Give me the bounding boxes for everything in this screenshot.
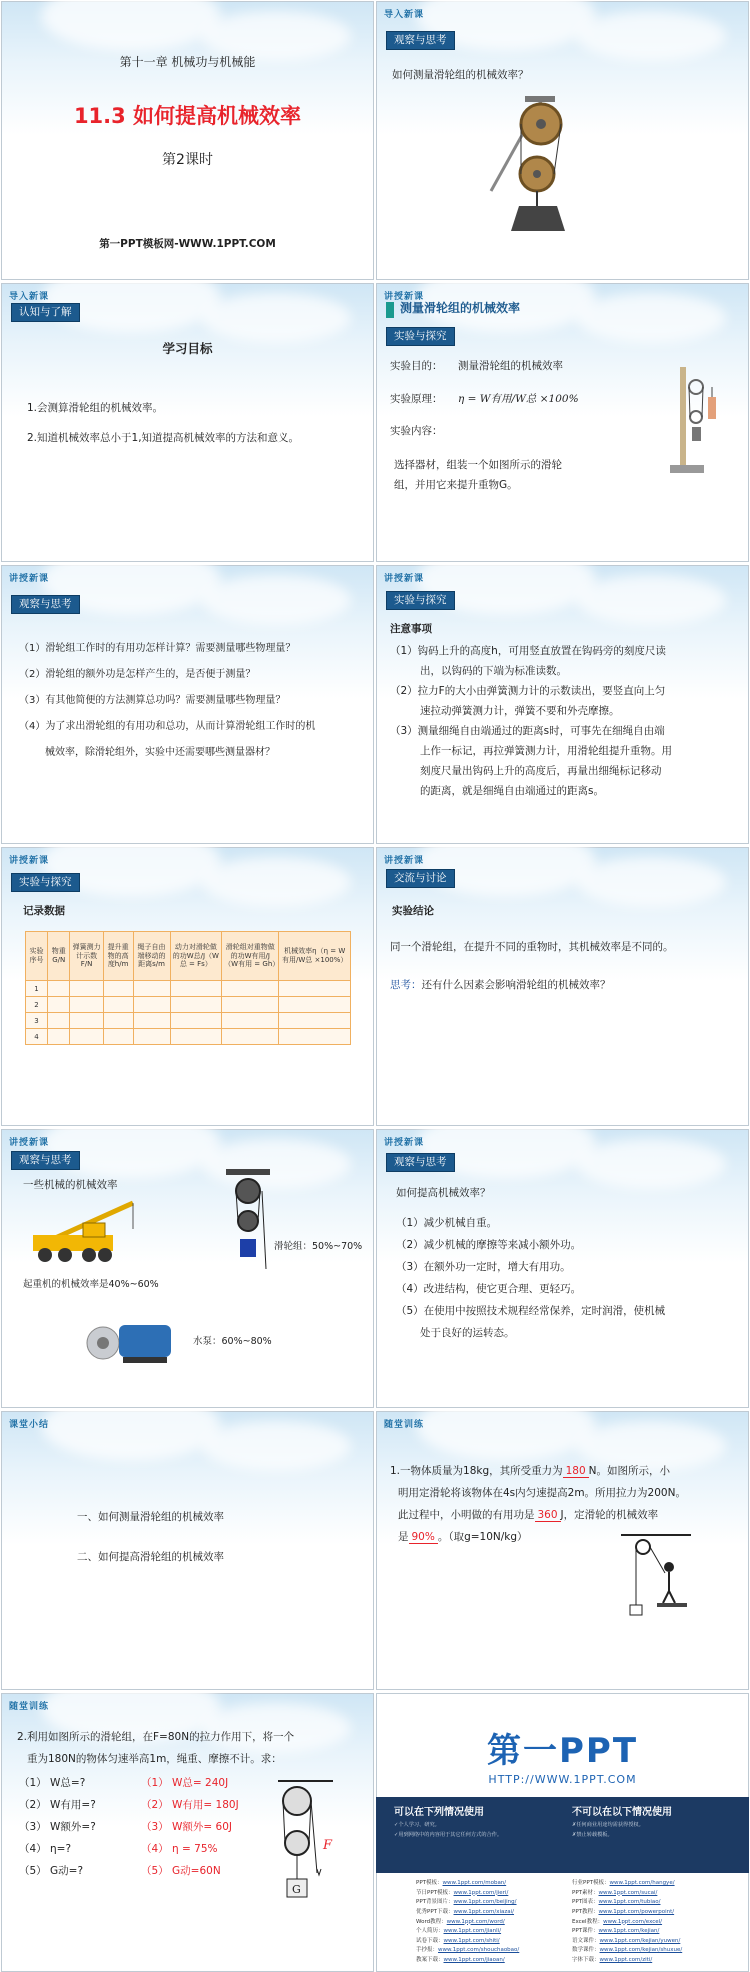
purpose-label: 实验目的： <box>390 360 443 372</box>
text: 是 <box>398 1531 409 1543</box>
link-row[interactable] <box>416 1889 519 1899</box>
question-3: （3） W额外=? <box>19 1821 96 1833</box>
logo-text: 第一PPT <box>486 1731 639 1771</box>
col-header: 动力对滑轮做的功W总/J（W总 = Fs） <box>170 932 222 981</box>
text: 。（取g=10N/kg） <box>437 1531 528 1543</box>
section-tag: 观察与思考 <box>386 1153 455 1172</box>
exercise-line-4 <box>398 1529 528 1546</box>
question-2: （2）滑轮组的额外功是怎样产生的，是否便于测量？ <box>19 669 256 680</box>
link-row[interactable] <box>416 1927 519 1937</box>
improve-item-2: （2）减少机械的摩擦等来减小额外功。 <box>396 1239 582 1251</box>
improve-item-1: （1）减少机械自重。 <box>396 1217 498 1229</box>
text: J，定滑轮的机械效率 <box>560 1509 659 1521</box>
summary-item-1: 一、如何测量滑轮组的机械效率 <box>77 1511 224 1523</box>
link-url[interactable]: www.1ppt.com/kejian/shuxue/ <box>599 1947 683 1954</box>
slide-experiment-setup[interactable] <box>376 283 749 562</box>
answer-efficiency: 90% <box>409 1531 438 1544</box>
link-label: PPT图表： <box>572 1899 599 1906</box>
pump-efficiency: 水泵：60%~80% <box>193 1336 272 1347</box>
table-row <box>26 997 351 1013</box>
think-text: 还有什么因素会影响滑轮组的机械效率？ <box>421 979 611 991</box>
section-tag: 认知与了解 <box>11 303 80 322</box>
link-url[interactable]: www.1ppt.com/kejian/yuwen/ <box>599 1937 681 1944</box>
pulley-system-icon <box>273 1779 343 1909</box>
link-row[interactable] <box>416 1879 519 1889</box>
conclusion-text: 同一个滑轮组，在提升不同的重物时，其机械效率是不同的。 <box>390 941 674 953</box>
link-url[interactable]: www.1ppt.com/jieri/ <box>453 1889 509 1896</box>
force-label: F <box>323 1838 333 1853</box>
pulley-efficiency: 滑轮组：50%~70% <box>274 1241 363 1252</box>
crane-efficiency: 起重机的机械效率是40%~60% <box>23 1279 159 1290</box>
goal-1: 1.会测算滑轮组的机械效率。 <box>27 402 164 414</box>
links-right <box>572 1879 682 1966</box>
purpose-text: 测量滑轮组的机械效率 <box>458 360 563 372</box>
slide-improve-efficiency[interactable] <box>376 1129 749 1408</box>
table-header-row <box>26 932 351 981</box>
link-url[interactable]: www.1ppt.com/hangye/ <box>609 1880 675 1886</box>
content-line-1: 选择器材，组装一个如图所示的滑轮 <box>394 459 562 471</box>
slide-title[interactable] <box>1 1 374 280</box>
goals-heading: 学习目标 <box>162 341 213 356</box>
record-table <box>25 931 351 1045</box>
link-label: PPT课件： <box>572 1928 599 1935</box>
exercise-line-2: 明用定滑轮将该物体在4s内匀速提高2m。所用拉力为200N。 <box>398 1487 686 1499</box>
link-row[interactable] <box>572 1879 682 1889</box>
can-use-item: ✓用到网络中的内容用于其它任何方式的合作。 <box>394 1832 503 1838</box>
precaution-line-3: （2）拉力F的大小由弹簧测力计的示数读出，要竖直向上匀 <box>390 685 666 697</box>
col-header: 绳子自由端移动的距离s/m <box>133 932 170 981</box>
section-header: 讲授新课 <box>384 1138 425 1148</box>
chapter-label: 第十一章 机械功与机械能 <box>119 55 256 69</box>
section-header: 随堂训练 <box>384 1420 425 1430</box>
table-heading: 记录数据 <box>23 905 65 917</box>
cannot-use-title: 不可以在以下情况使用 <box>572 1807 672 1818</box>
section-tag: 实验与探究 <box>386 327 455 346</box>
question-3: （3）有其他简便的方法测算总功吗？需要测量哪些物理量？ <box>19 695 286 706</box>
link-url[interactable]: www.1ppt.com/beijing/ <box>453 1899 517 1906</box>
lesson-subtitle: 第2课时 <box>162 152 213 168</box>
answer-2: （2） W有用= 180J <box>141 1799 239 1811</box>
row-index: 4 <box>26 1029 48 1045</box>
section-header: 导入新课 <box>9 292 50 302</box>
section-header: 随堂训练 <box>9 1702 50 1712</box>
link-label: Excel教程： <box>572 1918 604 1925</box>
link-label: 优秀PPT下载： <box>416 1908 454 1915</box>
section-header: 导入新课 <box>384 10 425 20</box>
link-url[interactable]: www.1ppt.com/xiazai/ <box>453 1908 515 1915</box>
table-row <box>26 981 351 997</box>
link-row[interactable] <box>572 1889 682 1899</box>
precaution-line-2: 出，以钩码的下端为标准读数。 <box>420 665 567 677</box>
efficiency-heading: 一些机械的机械效率 <box>23 1179 118 1191</box>
crane-icon <box>23 1199 143 1269</box>
link-row[interactable] <box>416 1908 519 1918</box>
cannot-use-item: ✗禁止转载模板。 <box>572 1832 613 1838</box>
pulley-block-icon <box>224 1169 272 1279</box>
link-label: 节日PPT模板： <box>416 1889 454 1896</box>
link-label: PPT素材： <box>572 1889 599 1896</box>
row-index: 1 <box>26 981 48 997</box>
link-row[interactable] <box>416 1918 519 1928</box>
precaution-line-4: 速拉动弹簧测力计，弹簧不要和外壳摩擦。 <box>420 705 620 717</box>
col-header: 弹簧测力计示数F/N <box>70 932 103 981</box>
section-header: 讲授新课 <box>9 856 50 866</box>
link-url[interactable]: www.1ppt.com/tubiao/ <box>598 1899 661 1906</box>
question-2: （2） W有用=? <box>19 1799 96 1811</box>
section-tag: 观察与思考 <box>11 595 80 614</box>
link-label: 字体下载： <box>572 1957 600 1963</box>
question-4-cont: 械效率，除滑轮组外，实验中还需要哪些测量器材？ <box>45 747 275 758</box>
principle-formula: η = W有用/W总 ×100% <box>458 393 579 405</box>
link-row[interactable] <box>416 1937 519 1947</box>
section-header: 讲授新课 <box>384 574 425 584</box>
slide-intro-question[interactable] <box>376 1 749 280</box>
summary-item-2: 二、如何提高滑轮组的机械效率 <box>77 1551 224 1563</box>
row-index: 3 <box>26 1013 48 1029</box>
link-url[interactable]: www.1ppt.com/powerpoint/ <box>598 1908 675 1915</box>
link-url[interactable]: www.1ppt.com/shouchaobao/ <box>438 1947 520 1954</box>
section-title: 测量滑轮组的机械效率 <box>400 301 521 315</box>
link-row[interactable] <box>572 1956 682 1966</box>
question-1: （1） W总=? <box>19 1777 86 1789</box>
problem-line-1: 2.利用如图所示的滑轮组，在F=80N的拉力作用下，将一个 <box>17 1731 295 1743</box>
link-label: 手抄报： <box>416 1947 439 1954</box>
text: 1.一物体质量为18kg，其所受重力为 <box>390 1465 563 1477</box>
link-label: PPT背景图片： <box>416 1899 454 1906</box>
section-tag: 观察与思考 <box>11 1151 80 1170</box>
section-tag: 交流与讨论 <box>386 869 455 888</box>
principle-label: 实验原理： <box>390 393 443 405</box>
water-pump-icon <box>83 1309 183 1365</box>
link-row[interactable] <box>572 1937 682 1947</box>
col-header: 物重G/N <box>47 932 70 981</box>
link-row[interactable] <box>572 1918 682 1928</box>
slide-record-table[interactable] <box>1 847 374 1126</box>
link-row[interactable] <box>416 1898 519 1908</box>
link-label: PPT模板： <box>416 1880 443 1886</box>
link-url[interactable]: www.1ppt.com/shiti/ <box>443 1937 500 1944</box>
link-row[interactable] <box>572 1908 682 1918</box>
cannot-use-item: ✗任何商业用途均需获得授权。 <box>572 1822 644 1828</box>
think-line <box>390 977 611 994</box>
col-header: 提升重物的高度h/m <box>103 932 133 981</box>
conclusion-heading: 实验结论 <box>392 905 434 917</box>
answer-useful-work: 360 <box>535 1509 561 1522</box>
link-url[interactable]: www.1ppt.com/excel/ <box>603 1918 663 1925</box>
content-line-2: 组，并用它来提升重物G。 <box>394 479 518 491</box>
section-tag: 实验与探究 <box>11 873 80 892</box>
can-use-title: 可以在下列情况使用 <box>394 1807 484 1818</box>
link-label: Word教程： <box>416 1918 447 1925</box>
precaution-line-1: （1）钩码上升的高度h，可用竖直放置在钩码旁的刻度尺读 <box>390 645 666 657</box>
link-row[interactable] <box>416 1946 519 1956</box>
answer-4: （4） η = 75% <box>141 1843 218 1855</box>
improve-item-5: （5）在使用中按照技术规程经常保养，定时润滑，使机械 <box>396 1305 666 1317</box>
think-label: 思考： <box>390 979 422 991</box>
section-header: 讲授新课 <box>384 292 425 302</box>
slide-exercise-2[interactable] <box>1 1693 374 1972</box>
slide-precautions[interactable] <box>376 565 749 844</box>
link-url[interactable]: www.1ppt.com/jiaoan/ <box>443 1957 505 1963</box>
link-label: 语文课件： <box>572 1937 600 1944</box>
link-url[interactable]: www.1ppt.com/sucai/ <box>598 1889 658 1896</box>
section-header: 讲授新课 <box>384 856 425 866</box>
link-label: PPT教程： <box>572 1908 599 1915</box>
question-4: （4）为了求出滑轮组的有用功和总功，从而计算滑轮组工作时的机 <box>19 721 316 732</box>
improve-item-3: （3）在额外功一定时，增大有用功。 <box>396 1261 571 1273</box>
precaution-line-6: 上作一标记，再拉弹簧测力计，用滑轮组提升重物。用 <box>420 745 672 757</box>
text: 此过程中，小明做的有用功是 <box>398 1509 535 1521</box>
link-row[interactable] <box>572 1927 682 1937</box>
table-row <box>26 1029 351 1045</box>
link-url[interactable]: www.1ppt.com/kejian/ <box>598 1928 660 1935</box>
pulley-photo-icon <box>481 96 591 236</box>
question-1: （1）滑轮组工作时的有用功怎样计算？需要测量哪些物理量？ <box>19 643 296 654</box>
precaution-line-8: 的距离，就是细绳自由端通过的距离s。 <box>420 785 604 797</box>
table-row <box>26 1013 351 1029</box>
section-tag: 观察与思考 <box>386 31 455 50</box>
exercise-line-3 <box>398 1507 658 1524</box>
answer-5: （5） G动=60N <box>141 1865 221 1877</box>
link-url[interactable]: www.1ppt.com/word/ <box>446 1918 505 1925</box>
link-row[interactable] <box>572 1946 682 1956</box>
slide-learning-goals[interactable] <box>1 283 374 562</box>
slide-exercise-1[interactable] <box>376 1411 749 1690</box>
link-label: 行业PPT模板： <box>572 1880 610 1886</box>
pulley-setup-icon <box>666 367 726 477</box>
question-text: 如何测量滑轮组的机械效率？ <box>392 69 529 81</box>
link-label: 数学课件： <box>572 1947 600 1954</box>
slide-think-questions[interactable] <box>1 565 374 844</box>
link-label: 试卷下载： <box>416 1937 444 1944</box>
col-header: 滑轮组对重物做的功W有用/J（W有用 = Gh） <box>222 932 279 981</box>
precaution-line-7: 刻度尺量出钩码上升的高度后，再量出细绳标记移动 <box>420 765 662 777</box>
answer-3: （3） W额外= 60J <box>141 1821 232 1833</box>
slide-conclusion[interactable] <box>376 847 749 1126</box>
section-banner <box>386 302 394 318</box>
exercise-line-1 <box>390 1463 670 1480</box>
slide-copyright[interactable] <box>376 1693 749 1972</box>
answer-gravity: 180 <box>563 1465 589 1478</box>
answer-1: （1） W总= 240J <box>141 1777 229 1789</box>
question-4: （4） η=? <box>19 1843 72 1855</box>
logo-url: HTTP://WWW.1PPT.COM <box>488 1773 637 1786</box>
slide-machine-efficiency[interactable] <box>1 1129 374 1408</box>
section-header: 讲授新课 <box>9 574 50 584</box>
link-label: 教案下载： <box>416 1957 444 1963</box>
link-label: 个人简历： <box>416 1928 444 1935</box>
site-name: 第一PPT模板网-WWW.1PPT.COM <box>99 238 276 250</box>
section-tag: 实验与探究 <box>386 591 455 610</box>
lesson-title: 11.3 如何提高机械效率 <box>73 104 302 128</box>
section-header: 课堂小结 <box>9 1420 50 1430</box>
link-row[interactable] <box>416 1956 519 1966</box>
links-left <box>416 1879 519 1966</box>
problem-line-2: 重为180N的物体匀速举高1m，绳重、摩擦不计。求： <box>27 1753 282 1765</box>
improve-item-5-cont: 处于良好的运转态。 <box>420 1327 515 1339</box>
section-header: 讲授新课 <box>9 1138 50 1148</box>
row-index: 2 <box>26 997 48 1013</box>
question-5: （5） G动=? <box>19 1865 84 1877</box>
col-header: 机械效率η（η = W有用/W总 ×100%） <box>279 932 351 981</box>
precautions-heading: 注意事项 <box>390 623 432 635</box>
precaution-line-5: （3）测量细绳自由端通过的距离s时，可事先在细绳自由端 <box>390 725 665 737</box>
license-band <box>376 1797 749 1873</box>
link-row[interactable] <box>572 1898 682 1908</box>
goal-2: 2.知道机械效率总小于1,知道提高机械效率的方法和意义。 <box>27 432 300 444</box>
ppt-logo <box>376 1723 749 1772</box>
slide-summary[interactable] <box>1 1411 374 1690</box>
link-url[interactable]: www.1ppt.com/ziti/ <box>599 1957 653 1963</box>
content-label: 实验内容： <box>390 425 443 437</box>
link-url[interactable]: www.1ppt.com/moban/ <box>442 1880 507 1886</box>
can-use-item: ✓个人学习、研究。 <box>394 1822 440 1828</box>
col-header: 实验序号 <box>26 932 48 981</box>
improve-heading: 如何提高机械效率？ <box>396 1187 491 1199</box>
text: N。如图所示，小 <box>588 1465 671 1477</box>
fixed-pulley-person-icon <box>621 1533 691 1623</box>
improve-item-4: （4）改进结构，使它更合理、更轻巧。 <box>396 1283 582 1295</box>
link-url[interactable]: www.1ppt.com/jianli/ <box>443 1928 502 1935</box>
weight-label: G <box>292 1883 301 1896</box>
